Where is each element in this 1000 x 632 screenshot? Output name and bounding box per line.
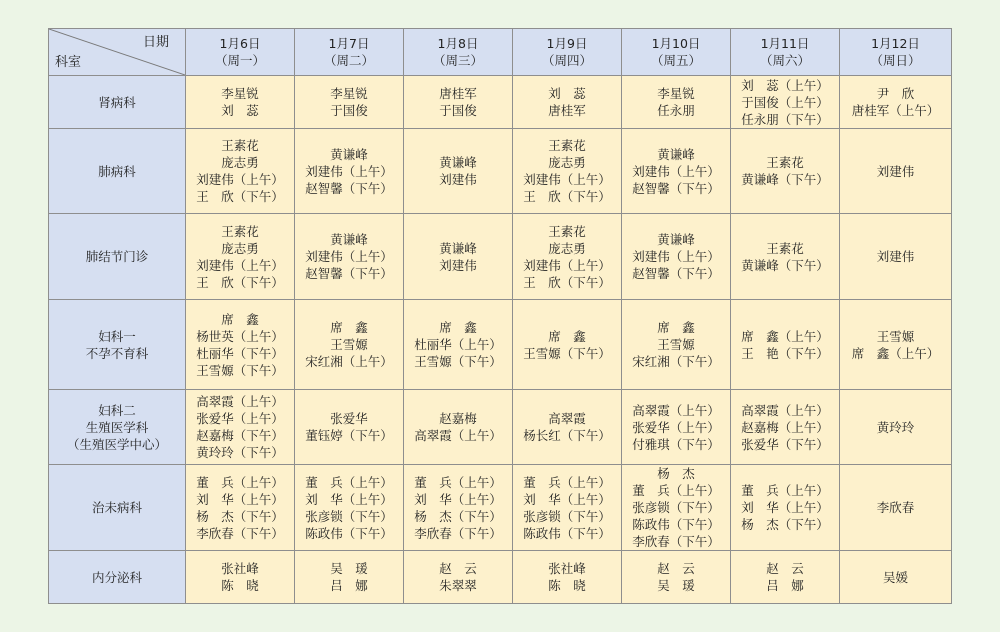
- doctor-entry: 高翠霞（上午）: [741, 402, 829, 418]
- doctor-entry: 刘 华（上午）: [414, 491, 502, 507]
- doctor-entry: 杨 杰（下午）: [414, 508, 502, 524]
- day-date: 1月10日: [651, 36, 701, 51]
- doctor-entry: 陈 晓: [548, 578, 586, 593]
- doctor-list: [414, 410, 502, 444]
- doctor-entry: 席 鑫（上午）: [741, 328, 829, 344]
- schedule-cell: [622, 76, 731, 129]
- department-name-cell: [49, 76, 186, 129]
- doctor-entry: 张爱华: [330, 411, 368, 426]
- schedule-cell: [186, 76, 295, 129]
- doctor-entry: 吴 瑗: [330, 561, 368, 576]
- schedule-cell: [513, 465, 622, 551]
- doctor-entry: 王 欣（下午）: [196, 274, 284, 290]
- doctor-entry: 刘建伟（上午）: [196, 257, 284, 273]
- doctor-entry: 李星锐: [330, 86, 368, 101]
- doctor-list: [439, 154, 477, 188]
- doctor-list: [305, 146, 393, 197]
- doctor-list: [523, 474, 611, 542]
- doctor-list: [741, 154, 829, 188]
- schedule-cell: [731, 214, 840, 300]
- department-row: [49, 214, 952, 300]
- doctor-list: [766, 560, 804, 594]
- department-name-line: 内分泌科: [91, 569, 142, 585]
- schedule-cell: [622, 129, 731, 214]
- doctor-entry: 张社峰: [221, 561, 259, 576]
- schedule-cell: [731, 76, 840, 129]
- schedule-cell: [295, 390, 404, 465]
- doctor-entry: 董 兵（上午）: [523, 474, 611, 490]
- doctor-entry: 陈 晓: [221, 578, 259, 593]
- doctor-entry: 刘 华（上午）: [305, 491, 393, 507]
- department-name-line: 不孕不育科: [85, 345, 149, 361]
- day-header-sun: [840, 29, 952, 76]
- schedule-cell: [295, 76, 404, 129]
- schedule-cell: [186, 465, 295, 551]
- doctor-entry: 董 兵（上午）: [414, 474, 502, 490]
- doctor-entry: 王雪嫄（下午）: [414, 354, 502, 369]
- header-row: [49, 29, 952, 76]
- doctor-list: [221, 560, 259, 594]
- doctor-entry: 赵智馨（下午）: [305, 266, 393, 281]
- doctor-entry: 董 兵（上午）: [741, 483, 829, 498]
- doctor-entry: 吕 娜: [766, 578, 804, 593]
- doctor-entry: 杨 杰（下午）: [741, 517, 829, 532]
- doctor-entry: 董 兵（上午）: [196, 474, 284, 490]
- day-date: 1月12日: [871, 36, 920, 51]
- doctor-list: [523, 410, 611, 444]
- schedule-sheet: [48, 28, 951, 603]
- day-date: 1月7日: [328, 36, 370, 51]
- doctor-list: [305, 231, 393, 282]
- department-row: [49, 465, 952, 551]
- doctor-entry: 杜丽华（下午）: [196, 345, 284, 361]
- doctor-entry: 刘 华（上午）: [523, 491, 611, 507]
- department-row: [49, 300, 952, 390]
- doctor-list: [439, 240, 477, 274]
- doctor-entry: 任永朋: [657, 103, 695, 118]
- doctor-entry: 李星锐: [221, 86, 259, 101]
- doctor-entry: 刘建伟: [876, 163, 915, 179]
- doctor-entry: 刘建伟（上午）: [632, 163, 720, 179]
- department-name-line: 妇科一: [98, 328, 136, 344]
- schedule-cell: [840, 76, 952, 129]
- department-name-line: 妇科二: [98, 402, 136, 418]
- doctor-entry: 赵智馨（下午）: [632, 180, 720, 196]
- doctor-entry: 刘 蕊: [548, 86, 586, 101]
- department-name-line: 治未病科: [91, 500, 142, 515]
- schedule-cell: [622, 465, 731, 551]
- schedule-cell: [513, 390, 622, 465]
- doctor-list: [221, 85, 259, 119]
- schedule-cell: [404, 129, 513, 214]
- doctor-entry: 赵 云: [439, 561, 477, 576]
- department-row: [49, 390, 952, 465]
- doctor-entry: 唐桂军（上午）: [851, 103, 940, 118]
- schedule-cell: [840, 129, 952, 214]
- day-weekday: （周一）: [214, 53, 265, 68]
- doctor-entry: 席 鑫: [657, 320, 695, 335]
- doctor-entry: 王 欣（下午）: [196, 189, 284, 204]
- doctor-entry: 于国俊（上午）: [741, 94, 829, 110]
- doctor-list: [741, 77, 829, 128]
- day-header-tue: [295, 29, 404, 76]
- doctor-list: [548, 560, 586, 594]
- doctor-entry: 张彦锁（下午）: [305, 508, 393, 524]
- day-weekday: （周日）: [870, 53, 921, 68]
- department-name-cell: [49, 214, 186, 300]
- department-name-line: 肾病科: [98, 94, 136, 110]
- department-row: [49, 551, 952, 604]
- schedule-cell: [295, 551, 404, 604]
- doctor-entry: 于国俊: [439, 103, 477, 118]
- schedule-cell: [404, 390, 513, 465]
- doctor-entry: 黄谦峰: [657, 232, 695, 247]
- doctor-entry: 刘建伟（上午）: [305, 163, 393, 179]
- doctor-entry: 赵智馨（下午）: [632, 266, 720, 281]
- doctor-entry: 赵 云: [766, 561, 804, 576]
- department-row: [49, 76, 952, 129]
- day-header-wed: [404, 29, 513, 76]
- doctor-entry: 王素花: [221, 138, 259, 153]
- doctor-entry: 宋红湘（上午）: [305, 354, 393, 369]
- doctor-entry: 席 鑫: [330, 320, 368, 335]
- doctor-entry: 杨 杰: [657, 466, 695, 481]
- doctor-list: [632, 146, 720, 197]
- doctor-entry: 黄谦峰（下午）: [741, 172, 829, 187]
- schedule-cell: [840, 465, 952, 551]
- schedule-cell: [731, 129, 840, 214]
- doctor-entry: 席 鑫: [221, 311, 259, 327]
- doctor-entry: 尹 欣: [876, 86, 915, 101]
- doctor-entry: 李星锐: [657, 86, 695, 101]
- doctor-entry: 张爱华（上午）: [196, 411, 284, 426]
- doctor-entry: 黄玲玲（下午）: [196, 445, 284, 460]
- doctor-entry: 王素花: [766, 155, 804, 170]
- day-weekday: （周二）: [323, 53, 374, 68]
- department-name-line: 肺结节门诊: [85, 249, 149, 264]
- doctor-entry: 吕 娜: [330, 578, 368, 593]
- schedule-cell: [404, 214, 513, 300]
- schedule-cell: [404, 76, 513, 129]
- day-header-mon: [186, 29, 295, 76]
- schedule-cell: [186, 129, 295, 214]
- doctor-entry: 黄谦峰: [439, 240, 477, 256]
- doctor-entry: 任永朋（下午）: [741, 111, 829, 127]
- doctor-list: [632, 402, 720, 453]
- doctor-entry: 董 兵（上午）: [632, 483, 720, 498]
- schedule-body: [49, 76, 952, 604]
- day-header-fri: [622, 29, 731, 76]
- department-name-line: （生殖医学中心）: [66, 436, 167, 452]
- doctor-entry: 黄谦峰: [330, 146, 368, 162]
- schedule-cell: [404, 300, 513, 390]
- doctor-list: [196, 393, 284, 461]
- doctor-entry: 唐桂军: [439, 86, 477, 101]
- doctor-list: [632, 319, 720, 370]
- schedule-cell: [840, 214, 952, 300]
- schedule-cell: [186, 390, 295, 465]
- doctor-entry: 宋红湘（下午）: [632, 354, 720, 369]
- doctor-entry: 庞志勇: [548, 155, 586, 170]
- doctor-list: [196, 137, 284, 205]
- schedule-cell: [622, 300, 731, 390]
- schedule-cell: [295, 465, 404, 551]
- doctor-entry: 于国俊: [330, 103, 368, 118]
- department-name-cell: [49, 300, 186, 390]
- doctor-entry: 席 鑫: [439, 320, 477, 335]
- day-date: 1月11日: [760, 36, 810, 51]
- doctor-entry: 刘建伟: [439, 172, 477, 187]
- doctor-entry: 高翠霞（上午）: [632, 402, 720, 418]
- schedule-cell: [513, 76, 622, 129]
- doctor-entry: 杨长红（下午）: [523, 428, 611, 443]
- doctor-entry: 黄谦峰: [657, 146, 695, 162]
- schedule-cell: [404, 551, 513, 604]
- doctor-entry: 王素花: [548, 223, 586, 239]
- doctor-entry: 刘 华（上午）: [196, 491, 284, 507]
- doctor-entry: 王雪嫄（下午）: [196, 362, 284, 378]
- doctor-entry: 唐桂军: [548, 103, 586, 118]
- day-weekday: （周五）: [650, 53, 701, 68]
- doctor-entry: 刘建伟（上午）: [523, 257, 611, 273]
- doctor-entry: 王雪嫄: [657, 337, 695, 352]
- doctor-entry: 王素花: [221, 223, 259, 239]
- doctor-entry: 李欣春: [876, 500, 915, 515]
- department-name-cell: [49, 129, 186, 214]
- doctor-list: [330, 560, 368, 594]
- doctor-entry: 刘建伟（上午）: [305, 249, 393, 264]
- department-row: [49, 129, 952, 214]
- doctor-list: [196, 474, 284, 542]
- doctor-entry: 赵嘉梅（上午）: [741, 419, 829, 435]
- schedule-cell: [404, 465, 513, 551]
- doctor-entry: 陈政伟（下午）: [523, 525, 611, 541]
- schedule-cell: [840, 390, 952, 465]
- doctor-list: [877, 419, 915, 436]
- doctor-entry: 王素花: [548, 138, 586, 153]
- doctor-entry: 张彦锁（下午）: [632, 500, 720, 515]
- schedule-cell: [186, 300, 295, 390]
- doctor-entry: 王雪嫄: [876, 328, 915, 344]
- doctor-entry: 黄谦峰: [330, 232, 368, 247]
- department-name-line: 生殖医学科: [85, 419, 149, 435]
- doctor-list: [305, 319, 393, 370]
- schedule-cell: [295, 214, 404, 300]
- doctor-list: [523, 328, 611, 362]
- doctor-entry: 王 艳（下午）: [741, 345, 829, 361]
- department-name-cell: [49, 390, 186, 465]
- day-date: 1月8日: [437, 36, 479, 51]
- doctor-entry: 吴媛: [882, 569, 908, 585]
- doctor-entry: 赵嘉梅: [439, 411, 477, 426]
- day-weekday: （周四）: [541, 53, 592, 68]
- doctor-entry: 吴 瑗: [657, 578, 695, 593]
- doctor-entry: 席 鑫: [548, 328, 586, 344]
- doctor-entry: 李欣春（下午）: [196, 525, 284, 541]
- department-name-cell: [49, 551, 186, 604]
- doctor-list: [741, 328, 829, 362]
- doctor-list: [196, 311, 284, 379]
- doctor-entry: 杜丽华（上午）: [414, 337, 502, 352]
- doctor-entry: 高翠霞（上午）: [196, 394, 284, 409]
- doctor-list: [741, 402, 829, 453]
- doctor-entry: 赵智馨（下午）: [305, 180, 393, 196]
- schedule-cell: [186, 214, 295, 300]
- doctor-list: [305, 410, 393, 444]
- doctor-entry: 庞志勇: [548, 240, 586, 256]
- doctor-list: [741, 240, 829, 274]
- schedule-cell: [622, 551, 731, 604]
- doctor-entry: 刘建伟（上午）: [196, 172, 284, 187]
- doctor-list: [877, 163, 915, 180]
- doctor-entry: 董 兵（上午）: [305, 474, 393, 490]
- schedule-cell: [513, 129, 622, 214]
- doctor-entry: 高翠霞: [548, 411, 586, 426]
- doctor-entry: 刘建伟: [439, 257, 477, 273]
- doctor-list: [439, 85, 477, 119]
- day-date: 1月9日: [546, 36, 588, 51]
- doctor-entry: 李欣春（下午）: [632, 534, 720, 549]
- schedule-cell: [731, 300, 840, 390]
- department-name-cell: [49, 465, 186, 551]
- doctor-entry: 黄谦峰（下午）: [741, 257, 829, 273]
- schedule-cell: [186, 551, 295, 604]
- doctor-entry: 张爱华（下午）: [741, 436, 829, 452]
- department-axis-label: 科室: [55, 55, 82, 70]
- duty-schedule-table: [48, 28, 952, 604]
- doctor-entry: 高翠霞（上午）: [414, 428, 502, 443]
- day-weekday: （周三）: [432, 53, 483, 68]
- doctor-list: [741, 482, 829, 533]
- doctor-list: [523, 223, 611, 291]
- doctor-list: [305, 474, 393, 542]
- doctor-entry: 张彦锁（下午）: [523, 508, 611, 524]
- schedule-cell: [622, 214, 731, 300]
- doctor-list: [548, 85, 586, 119]
- doctor-entry: 朱翠翠: [439, 578, 477, 593]
- day-date: 1月6日: [219, 36, 261, 51]
- schedule-cell: [731, 551, 840, 604]
- doctor-list: [852, 328, 940, 362]
- doctor-list: [523, 137, 611, 205]
- doctor-entry: 刘 蕊（上午）: [741, 77, 829, 93]
- doctor-list: [632, 231, 720, 282]
- doctor-list: [877, 499, 915, 516]
- doctor-entry: 刘 华（上午）: [741, 500, 829, 515]
- doctor-entry: 刘建伟（上午）: [632, 249, 720, 264]
- doctor-entry: 王雪嫄（下午）: [523, 345, 611, 361]
- doctor-entry: 王 欣（下午）: [523, 274, 611, 290]
- doctor-entry: 王 欣（下午）: [523, 189, 611, 204]
- doctor-list: [657, 560, 695, 594]
- day-header-thu: [513, 29, 622, 76]
- schedule-cell: [622, 390, 731, 465]
- schedule-cell: [513, 214, 622, 300]
- doctor-entry: 付雅琪（下午）: [632, 436, 720, 452]
- schedule-cell: [840, 300, 952, 390]
- doctor-list: [632, 465, 720, 550]
- corner-header: [49, 29, 186, 76]
- doctor-entry: 赵嘉梅（下午）: [196, 428, 284, 443]
- doctor-list: [439, 560, 477, 594]
- doctor-entry: 席 鑫（上午）: [851, 345, 940, 361]
- doctor-entry: 赵 云: [657, 561, 695, 576]
- doctor-entry: 王雪嫄: [330, 337, 368, 352]
- doctor-entry: 陈政伟（下午）: [305, 525, 393, 541]
- doctor-entry: 张爱华（上午）: [632, 419, 720, 435]
- doctor-entry: 杨世英（上午）: [196, 328, 284, 344]
- doctor-list: [196, 223, 284, 291]
- schedule-cell: [840, 551, 952, 604]
- doctor-entry: 杨 杰（下午）: [196, 508, 284, 524]
- schedule-cell: [295, 129, 404, 214]
- doctor-list: [414, 474, 502, 542]
- schedule-cell: [513, 551, 622, 604]
- doctor-entry: 刘 蕊: [221, 103, 259, 118]
- schedule-cell: [731, 465, 840, 551]
- schedule-cell: [295, 300, 404, 390]
- doctor-entry: 张社峰: [548, 561, 586, 576]
- schedule-cell: [731, 390, 840, 465]
- doctor-entry: 庞志勇: [221, 240, 259, 256]
- doctor-entry: 黄玲玲: [876, 419, 915, 435]
- doctor-entry: 陈政伟（下午）: [632, 517, 720, 532]
- doctor-entry: 庞志勇: [221, 155, 259, 170]
- doctor-list: [657, 85, 695, 119]
- doctor-entry: 李欣春（下午）: [414, 525, 502, 541]
- doctor-list: [852, 85, 940, 119]
- doctor-entry: 董钰婷（下午）: [305, 428, 393, 443]
- department-name-line: 肺病科: [98, 163, 136, 179]
- doctor-list: [877, 248, 915, 265]
- doctor-list: [414, 319, 502, 370]
- doctor-entry: 黄谦峰: [439, 155, 477, 170]
- day-weekday: （周六）: [759, 53, 810, 68]
- doctor-list: [883, 569, 908, 586]
- schedule-cell: [513, 300, 622, 390]
- doctor-entry: 刘建伟: [876, 249, 915, 264]
- doctor-entry: 刘建伟（上午）: [523, 172, 611, 187]
- day-header-sat: [731, 29, 840, 76]
- doctor-list: [330, 85, 368, 119]
- date-axis-label: 日期: [142, 35, 169, 50]
- doctor-entry: 王素花: [766, 240, 804, 256]
